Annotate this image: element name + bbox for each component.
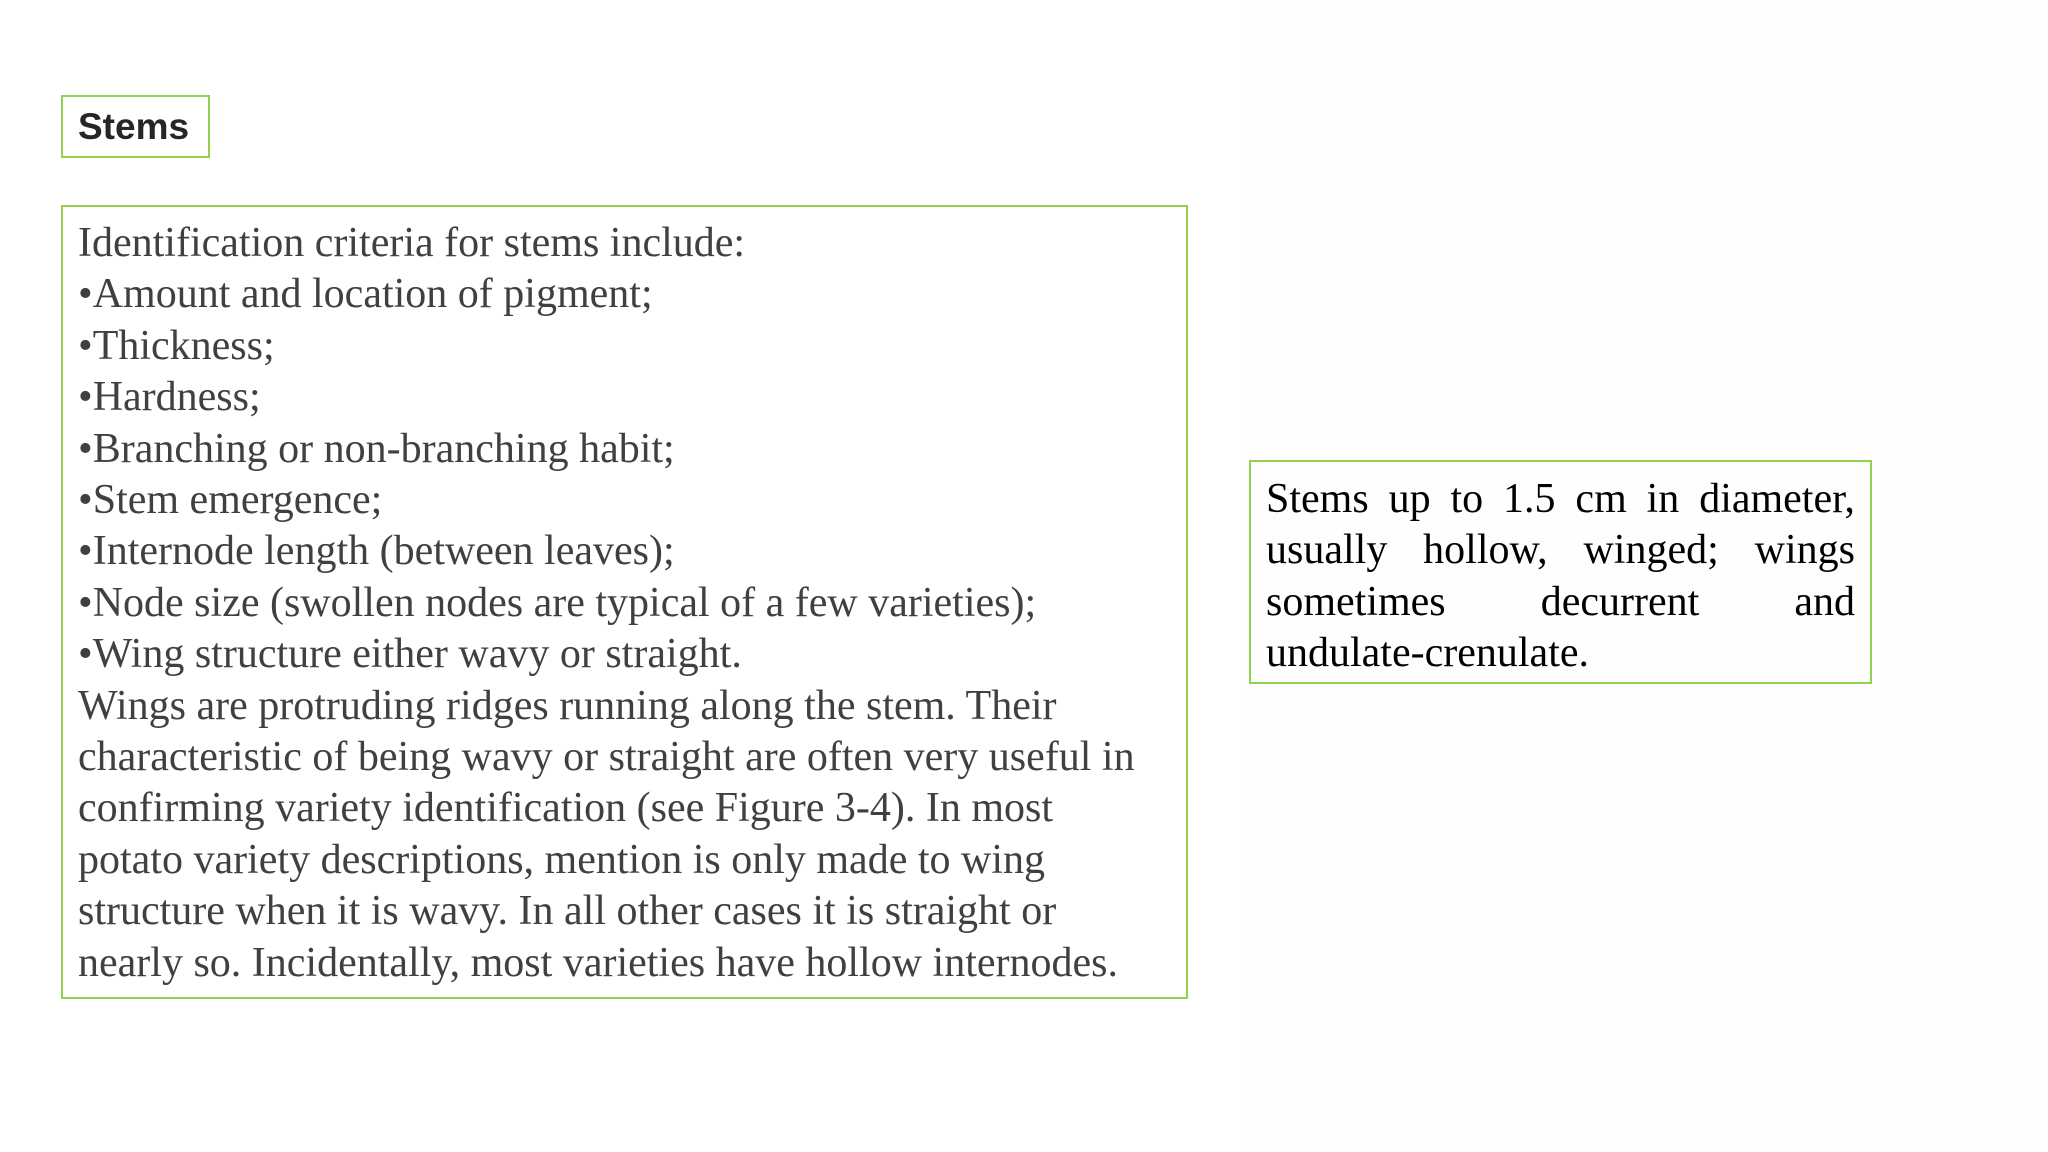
title-box — [61, 95, 210, 158]
note-word: to — [1450, 476, 1484, 522]
criteria-bullet-thickness: •Thickness; — [78, 322, 275, 369]
note-word: up — [1388, 476, 1431, 522]
criteria-bullet-wing: •Wing structure either wavy or straight. — [78, 631, 742, 678]
note-word: hollow, — [1423, 527, 1548, 574]
note-word: cm — [1575, 476, 1627, 522]
paragraph-line: confirming variety identification (see Figure 3-4). In most — [78, 785, 1054, 832]
note-line — [1266, 525, 1855, 576]
criteria-text-box — [61, 205, 1188, 999]
criteria-bullet-branching: •Branching or non-branching habit; — [78, 425, 675, 472]
note-word: decurrent — [1540, 578, 1700, 625]
note-word: sometimes — [1266, 578, 1446, 625]
note-word: winged; — [1583, 527, 1719, 574]
note-word: usually — [1266, 527, 1388, 574]
paragraph-line: potato variety descriptions, mention is only made to wing — [78, 836, 1046, 883]
note-word: wings — [1754, 527, 1855, 574]
note-word: 1.5 — [1503, 476, 1556, 522]
note-line — [1266, 577, 1855, 628]
criteria-intro: Identification criteria for stems include: — [78, 220, 746, 266]
paragraph-line: Wings are protruding ridges running along the stem. Their — [78, 682, 1057, 729]
stem-description-box — [1249, 460, 1872, 684]
note-word: and — [1794, 578, 1855, 625]
note-line — [1266, 628, 1855, 679]
slide-title: Stems — [78, 106, 190, 147]
note-word: undulate-crenulate. — [1266, 630, 1589, 677]
note-word: diameter, — [1699, 476, 1855, 522]
note-word: in — [1646, 476, 1680, 522]
note-line — [1266, 474, 1855, 525]
criteria-bullet-internode: •Internode length (between leaves); — [78, 528, 675, 575]
criteria-bullet-emergence: •Stem emergence; — [78, 477, 383, 524]
criteria-bullet-hardness: •Hardness; — [78, 374, 261, 421]
criteria-bullet-pigment: •Amount and location of pigment; — [78, 271, 653, 318]
note-word: Stems — [1266, 476, 1369, 522]
criteria-bullet-node-size: •Node size (swollen nodes are typical of a few varieties); — [78, 579, 1037, 626]
paragraph-line: structure when it is wavy. In all other cases it is straight or — [78, 888, 1057, 935]
paragraph-line: nearly so. Incidentally, most varieties have hollow internodes. — [78, 939, 1118, 986]
paragraph-line: characteristic of being wavy or straight are often very useful in — [78, 734, 1135, 781]
